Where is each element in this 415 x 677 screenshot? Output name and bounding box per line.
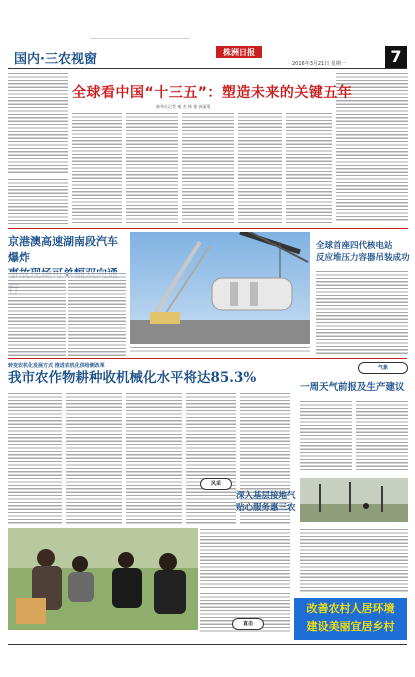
top-small-text [90, 37, 190, 41]
reactor-headline [316, 240, 410, 264]
main-story-col2 [126, 112, 178, 224]
promo-banner [294, 598, 407, 640]
section-divider [8, 228, 408, 229]
main-story-col5 [286, 112, 332, 224]
left-story-col1 [8, 272, 66, 360]
left-headline-line1: 京港澳高速湖南段汽车爆炸 [8, 235, 118, 264]
section-title: 国内·三农视窗 [14, 52, 97, 67]
weather-label: 气象 [358, 362, 408, 374]
weather-col1 [300, 400, 352, 472]
feature-headline-line2: 贴心服务惠三农 [236, 503, 296, 513]
date-line: 2016年3月21日 星期一 [292, 61, 346, 67]
main-story-col1 [72, 112, 122, 224]
bottom-center-text [200, 528, 290, 588]
photo-caption-text [130, 346, 310, 354]
feature-headline [236, 490, 296, 514]
banner-line2: 建设美丽宜居乡村 [306, 620, 395, 633]
direct-label: 直击 [232, 618, 264, 630]
reactor-headline-line2: 反应堆压力容器吊装成功 [316, 253, 410, 263]
mech-col1 [8, 392, 62, 524]
mechanization-kicker: 转变农机化发展方式 推进农机化供给侧改革 [8, 363, 105, 369]
masthead-logo: 株洲日报 [216, 46, 262, 58]
farmers-field-photo [8, 528, 198, 630]
mech-col3 [126, 392, 182, 524]
weather-col2 [356, 400, 408, 472]
left-story-col2 [68, 272, 126, 360]
left-column-text-mid [8, 178, 68, 224]
mech-col2 [66, 392, 122, 524]
main-byline: 新华社记者 秦 杰 林 建 郭丽琨 [156, 104, 211, 109]
mechanization-headline: 我市农作物耕种收机械化水平将达85.3% [8, 370, 257, 386]
reactor-crane-photo [130, 232, 310, 344]
main-story-col3 [182, 112, 234, 224]
village-illustration [300, 478, 408, 522]
feature-label: 风采 [200, 478, 232, 490]
reactor-headline-line1: 全球首座四代核电站 [316, 241, 393, 251]
mech-col4 [186, 392, 236, 524]
left-column-text-top [8, 72, 68, 174]
weather-headline: 一周天气前报及生产建议 [300, 382, 405, 393]
main-headline: 全球看中国“十三五”：塑造未来的关键五年 [72, 85, 353, 101]
crane-illustration [130, 232, 310, 344]
farmers-illustration [8, 528, 198, 630]
page-number: 7 [385, 46, 407, 68]
header-divider [8, 68, 407, 69]
banner-line1: 改善农村人居环境 [306, 602, 395, 615]
main-story-col4 [238, 112, 282, 224]
feature-headline-line1: 深入基层接地气 [236, 491, 296, 501]
footer-divider [8, 644, 407, 645]
right-bottom-text [300, 528, 408, 592]
section-divider-2 [8, 358, 407, 359]
village-photo [300, 478, 408, 522]
reactor-story-text [316, 270, 408, 354]
